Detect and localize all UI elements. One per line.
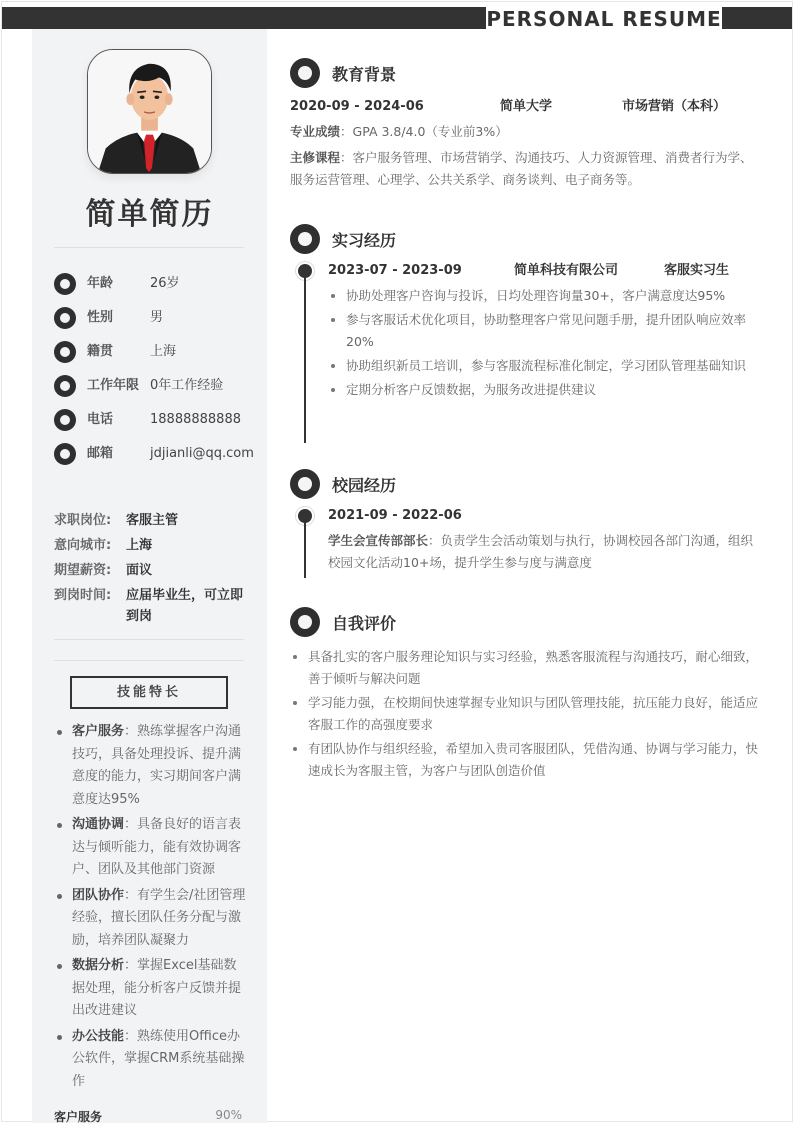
- section-title: 教育背景: [332, 64, 397, 84]
- section-header: [290, 223, 760, 255]
- timeline-entry: [290, 506, 760, 574]
- personal-info-list: [54, 273, 254, 497]
- intent-value: 面议: [126, 563, 153, 578]
- avatar: [87, 49, 212, 174]
- education-courses: 主修课程：客户服务管理、市场营销学、沟通技巧、人力资源管理、消费者行为学、服务运营管理、心理学、公共关系学、商务谈判、电子商务等。: [290, 150, 753, 187]
- timeline-line: [304, 273, 306, 443]
- header-bar-right: [722, 7, 792, 29]
- info-label: 邮箱: [87, 446, 114, 461]
- person-portrait-icon: [88, 50, 211, 173]
- divider: [54, 247, 244, 248]
- skills-list: [54, 721, 246, 1096]
- info-label: 籍贯: [87, 344, 114, 359]
- section-header: [290, 468, 760, 500]
- skill-bar-percent: 90%: [215, 1108, 242, 1122]
- section-education: [290, 57, 760, 191]
- internship-company: 简单科技有限公司: [514, 263, 619, 278]
- section-campus: [290, 468, 760, 574]
- list-item: 具备扎实的客户服务理论知识与实习经验，熟悉客服流程与沟通技巧，耐心细致，善于倾听与解决问题: [290, 646, 760, 690]
- list-item: 有团队协作与组织经验，希望加入贵司客服团队，凭借沟通、协调与学习能力，快速成长为客服主管，为客户与团队创造价值: [290, 738, 760, 782]
- education-date: 2020-09 - 2024-06: [290, 99, 424, 114]
- info-row-phone: [54, 409, 254, 443]
- education-school: 简单大学: [500, 99, 553, 114]
- intent-row: [54, 535, 246, 556]
- education-line: [290, 97, 760, 117]
- section-title: 自我评价: [332, 613, 397, 633]
- internship-bullets: [328, 285, 760, 401]
- education-major: 市场营销（本科）: [622, 99, 727, 114]
- info-label: 电话: [87, 412, 114, 427]
- ring-bullet-icon: [54, 375, 76, 397]
- skill-item: 数据分析：掌握Excel基础数据处理，能分析客户反馈并提出改进建议: [54, 955, 246, 1023]
- info-label: 性别: [87, 310, 114, 325]
- intent-value: 上海: [126, 538, 153, 553]
- info-label: 年龄: [87, 276, 114, 291]
- intent-row: [54, 585, 246, 627]
- divider: [54, 660, 244, 661]
- info-label: 工作年限: [87, 378, 140, 393]
- intent-label: 意向城市:: [54, 538, 112, 553]
- ring-bullet-icon: [290, 58, 320, 88]
- skill-bar-row: [54, 1108, 242, 1123]
- campus-desc: 学生会宣传部部长：负责学生会活动策划与执行，协调校园各部门沟通，组织校园文化活动10+场，提升学生参与度与满意度: [328, 533, 754, 570]
- intent-row: [54, 560, 246, 581]
- ring-bullet-icon: [54, 307, 76, 329]
- campus-date: 2021-09 - 2022-06: [328, 508, 462, 523]
- intent-row: [54, 510, 246, 531]
- intent-label: 期望薪资:: [54, 563, 112, 578]
- self-eval-bullets: [290, 646, 760, 782]
- section-header: [290, 606, 760, 638]
- timeline-header: [328, 506, 760, 526]
- resume-name: 简单简历: [85, 197, 214, 232]
- ring-bullet-icon: [54, 273, 76, 295]
- header-bar-left: [2, 7, 486, 29]
- ring-bullet-icon: [290, 607, 320, 637]
- ring-bullet-icon: [290, 469, 320, 499]
- ring-bullet-icon: [290, 224, 320, 254]
- list-item: 学习能力强，在校期间快速掌握专业知识与团队管理技能，抗压能力良好，能适应客服工作的高强度要求: [290, 692, 760, 736]
- ring-bullet-icon: [54, 341, 76, 363]
- list-item: 定期分析客户反馈数据，为服务改进提供建议: [328, 379, 760, 401]
- intent-label: 求职岗位:: [54, 513, 112, 528]
- timeline-line: [304, 518, 306, 578]
- intent-value: 应届毕业生，可立即到岗: [126, 588, 244, 624]
- skill-bar-name: 客户服务: [54, 1110, 103, 1123]
- info-row-experience: [54, 375, 254, 409]
- education-gpa: 专业成绩：GPA 3.8/4.0（专业前3%）: [290, 124, 508, 139]
- sidebar: [32, 29, 267, 1123]
- resume-title: PERSONAL RESUME: [486, 7, 722, 31]
- ring-bullet-icon: [54, 409, 76, 431]
- divider: [54, 639, 244, 640]
- info-row-age: [54, 273, 254, 307]
- timeline-header: [328, 261, 760, 281]
- intent-label: 到岗时间:: [54, 588, 112, 603]
- info-row-hometown: [54, 341, 254, 375]
- job-intent-list: [54, 510, 246, 631]
- info-value: 0年工作经验: [150, 378, 224, 393]
- timeline-entry: [290, 261, 760, 401]
- info-value: 26岁: [150, 276, 180, 291]
- skill-item: 沟通协调：具备良好的语言表达与倾听能力，能有效协调客户、团队及其他部门资源: [54, 814, 246, 882]
- skill-item: 办公技能：熟练使用Office办公软件，掌握CRM系统基础操作: [54, 1026, 246, 1094]
- info-value: 男: [150, 310, 164, 325]
- skills-title: 技能特长: [70, 676, 228, 709]
- skill-item: 客户服务：熟练掌握客户沟通技巧，具备处理投诉、提升满意度的能力，实习期间客户满意度达95%: [54, 721, 246, 811]
- list-item: 协助组织新员工培训，参与客服流程标准化制定，学习团队管理基础知识: [328, 355, 760, 377]
- internship-date: 2023-07 - 2023-09: [328, 263, 462, 278]
- info-row-email: [54, 443, 254, 497]
- info-value: 18888888888: [150, 412, 241, 427]
- info-value: 上海: [150, 344, 177, 359]
- skill-item: 团队协作：有学生会/社团管理经验，擅长团队任务分配与激励，培养团队凝聚力: [54, 885, 246, 953]
- info-value: jdjianli@qq.com: [150, 446, 254, 461]
- intent-value: 客服主管: [126, 513, 179, 528]
- section-header: [290, 57, 760, 89]
- section-internship: [290, 223, 760, 403]
- section-title: 实习经历: [332, 230, 397, 250]
- list-item: 参与客服话术优化项目，协助整理客户常见问题手册，提升团队响应效率20%: [328, 309, 760, 353]
- info-row-gender: [54, 307, 254, 341]
- ring-bullet-icon: [54, 443, 76, 465]
- section-title: 校园经历: [332, 475, 397, 495]
- internship-role: 客服实习生: [664, 263, 730, 278]
- list-item: 协助处理客户咨询与投诉，日均处理咨询量30+，客户满意度达95%: [328, 285, 760, 307]
- section-self-evaluation: [290, 606, 760, 784]
